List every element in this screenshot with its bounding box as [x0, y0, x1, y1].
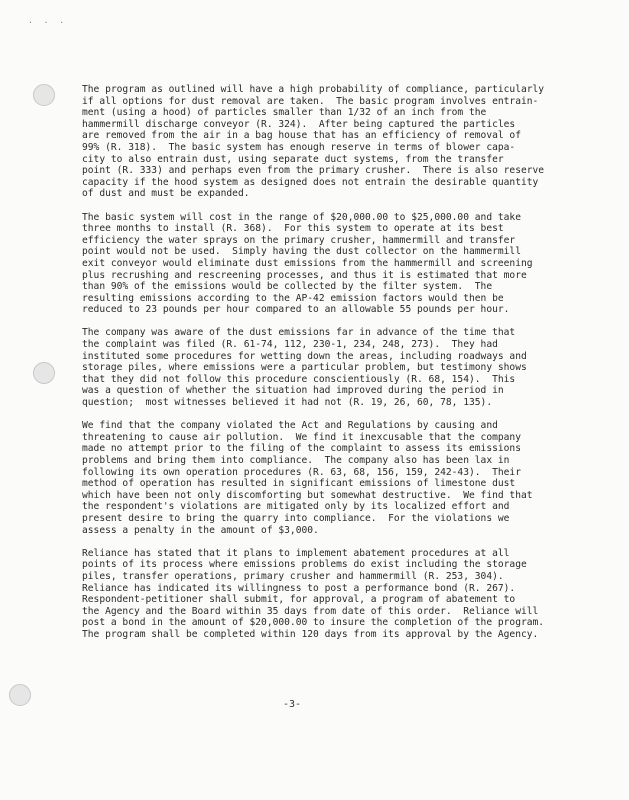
text-line: resulting emissions according to the AP-42 emission factors would then be [82, 292, 504, 304]
text-line: are removed from the air in a bag house that has an efficiency of removal of [82, 130, 521, 142]
text-line: The basic system will cost in the range of $20,000.00 to $25,000.00 and take [82, 211, 521, 223]
text-line: point would not be used. Simply having the dust collector on the hammermill [82, 246, 521, 258]
text-line: city to also entrain dust, using separate duct systems, from the transfer [82, 153, 504, 165]
text-line: method of operation has resulted in significant emissions of limestone dust [82, 478, 516, 490]
text-line: Reliance has stated that it plans to implement abatement procedures at all [82, 547, 510, 559]
paragraph [82, 327, 562, 408]
text-line: reduced to 23 pounds per hour compared to an allowable 55 pounds per hour. [82, 304, 510, 316]
punch-hole-bottom [9, 684, 31, 706]
text-line: 99% (R. 318). The basic system has enough reserve in terms of blower capa- [82, 141, 516, 153]
text-line: point (R. 333) and perhaps even from the primary crusher. There is also reserve [82, 165, 545, 177]
text-line: following its own operation procedures (R. 63, 68, 156, 159, 242-43). Their [82, 466, 521, 478]
paragraph [82, 212, 562, 316]
text-line: the Agency and the Board within 35 days from date of this order. Reliance will [82, 605, 539, 617]
text-line: that they did not follow this procedure conscientiously (R. 68, 154). This [82, 373, 516, 385]
text-line: post a bond in the amount of $20,000.00 to insure the completion of the program. [82, 617, 545, 629]
paragraph [82, 420, 562, 536]
text-line: problems and bring them into compliance. The company also has been lax in [82, 455, 510, 466]
text-line: plus recrushing and rescreening processes, and thus it is estimated that more [82, 269, 527, 281]
text-line: was a question of whether the situation had improved during the period in [82, 385, 504, 397]
text-line: present desire to bring the quarry into compliance. For the violations we [82, 512, 510, 524]
text-line: made no attempt prior to the filing of the complaint to assess its emissions [82, 443, 521, 455]
text-line: efficiency the water sprays on the primary crusher, hammermill and transfer [82, 234, 516, 246]
text-line: capacity if the hood system as designed does not entrain the desirable quantity [82, 176, 539, 188]
text-line: question; most witnesses believed it had not (R. 19, 26, 60, 78, 135). [82, 397, 493, 409]
document-body [82, 84, 562, 652]
text-line: if all options for dust removal are taken. The basic program involves entrain- [82, 95, 539, 107]
text-line: the complaint was filed (R. 61-74, 112, 230-1, 234, 248, 273). They had [82, 339, 498, 351]
text-line: of dust and must be expanded. [82, 188, 250, 200]
text-line: assess a penalty in the amount of $3,000. [82, 524, 319, 536]
text-line: than 90% of the emissions would be collected by the filter system. The [82, 281, 493, 293]
text-line: We find that the company violated the Act and Regulations by causing and [82, 420, 498, 432]
text-line: The program as outlined will have a high probability of compliance, particularly [82, 84, 545, 95]
text-line: Respondent-petitioner shall submit, for approval, a program of abatement to [82, 594, 516, 606]
text-line: The program shall be completed within 120 days from its approval by the Agency. [82, 628, 539, 640]
text-line: points of its process where emissions problems do exist including the storage [82, 559, 527, 571]
paragraph [82, 548, 562, 641]
text-line: threatening to cause air pollution. We find it inexcusable that the company [82, 431, 521, 443]
text-line: piles, transfer operations, primary crusher and hammermill (R. 253, 304). [82, 570, 504, 582]
punch-hole-middle [33, 362, 55, 384]
punch-hole-top [33, 84, 55, 106]
text-line: storage piles, where emissions were a particular problem, but testimony shows [82, 362, 527, 374]
text-line: instituted some procedures for wetting down the areas, including roadways and [82, 350, 527, 362]
text-line: the respondent's violations are mitigated only by its localized effort and [82, 501, 510, 513]
paragraph [82, 84, 562, 200]
page-number: -3- [283, 699, 302, 710]
text-line: exit conveyor would eliminate dust emissions from the hammermill and screening [82, 257, 533, 269]
text-line: hammermill discharge conveyor (R. 324). After being captured the particles [82, 118, 516, 130]
corner-mark: . . . [28, 16, 68, 25]
text-line: Reliance has indicated its willingness to post a performance bond (R. 267). [82, 582, 516, 594]
text-line: ment (using a hood) of particles smaller than 1/32 of an inch from the [82, 107, 487, 119]
text-line: which have been not only discomforting but somewhat destructive. We find that [82, 489, 533, 501]
text-line: The company was aware of the dust emissions far in advance of the time that [82, 327, 516, 339]
text-line: three months to install (R. 368). For this system to operate at its best [82, 223, 504, 235]
